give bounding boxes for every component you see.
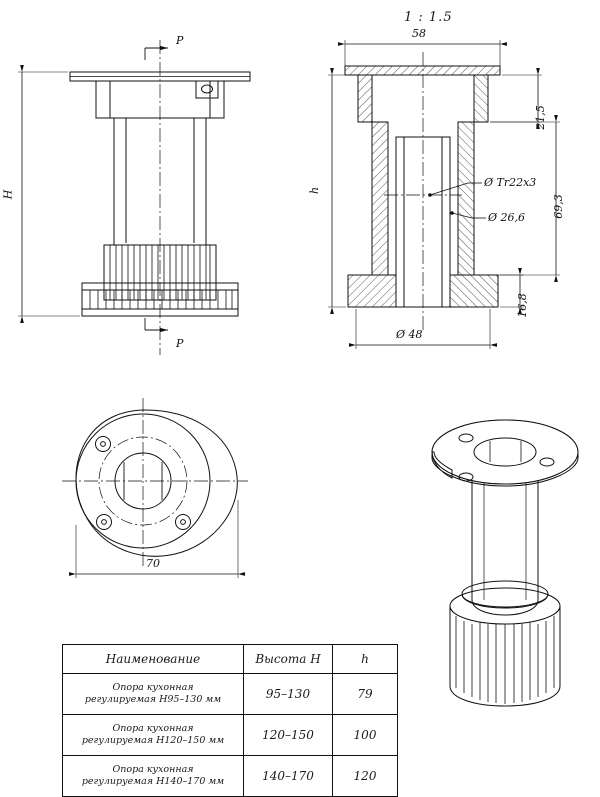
cell-name-line1: Опора кухонная bbox=[112, 723, 194, 735]
scale-label: 1 : 1.5 bbox=[404, 10, 453, 25]
dimension-16-8: 16,8 bbox=[515, 293, 529, 318]
dimension-69-3: 69,3 bbox=[551, 194, 565, 219]
isometric-view bbox=[432, 420, 578, 706]
cell-h: 79 bbox=[333, 674, 398, 715]
table-header-row bbox=[63, 645, 398, 674]
cell-name bbox=[63, 756, 244, 797]
section-mark-top: P bbox=[176, 34, 184, 47]
cell-name-line2: регулируемая H140–170 мм bbox=[81, 776, 225, 787]
dimension-h: h bbox=[308, 186, 322, 195]
cell-h: 100 bbox=[333, 715, 398, 756]
cell-name-line1: Опора кухонная bbox=[112, 764, 194, 776]
cell-name-line2: регулируемая H120–150 мм bbox=[81, 735, 225, 746]
dimension-58: 58 bbox=[412, 27, 426, 40]
table-row bbox=[63, 715, 398, 756]
cell-name bbox=[63, 674, 244, 715]
top-view bbox=[62, 398, 248, 578]
specification-table bbox=[62, 644, 398, 797]
cell-name-line1: Опора кухонная bbox=[112, 682, 194, 694]
front-view bbox=[18, 40, 250, 355]
column-header-h: h bbox=[333, 645, 398, 674]
thread-label: Ø Tr22x3 bbox=[484, 176, 537, 189]
dimension-H: H bbox=[1, 189, 15, 200]
section-mark-bottom: P bbox=[176, 337, 184, 350]
diameter-26-6: Ø 26,6 bbox=[488, 211, 526, 224]
column-header-name: Наименование bbox=[63, 645, 244, 674]
diameter-48: Ø 48 bbox=[396, 328, 423, 341]
cell-name-line2: регулируемая H95–130 мм bbox=[84, 694, 222, 705]
column-header-height: Высота H bbox=[244, 645, 333, 674]
table-row bbox=[63, 674, 398, 715]
cell-h: 120 bbox=[333, 756, 398, 797]
table-row bbox=[63, 756, 398, 797]
dimension-21-5: 21,5 bbox=[533, 105, 547, 130]
cell-name bbox=[63, 715, 244, 756]
cell-height: 120–150 bbox=[244, 715, 333, 756]
cell-height: 95–130 bbox=[244, 674, 333, 715]
cell-height: 140–170 bbox=[244, 756, 333, 797]
dimension-70: 70 bbox=[146, 557, 160, 570]
